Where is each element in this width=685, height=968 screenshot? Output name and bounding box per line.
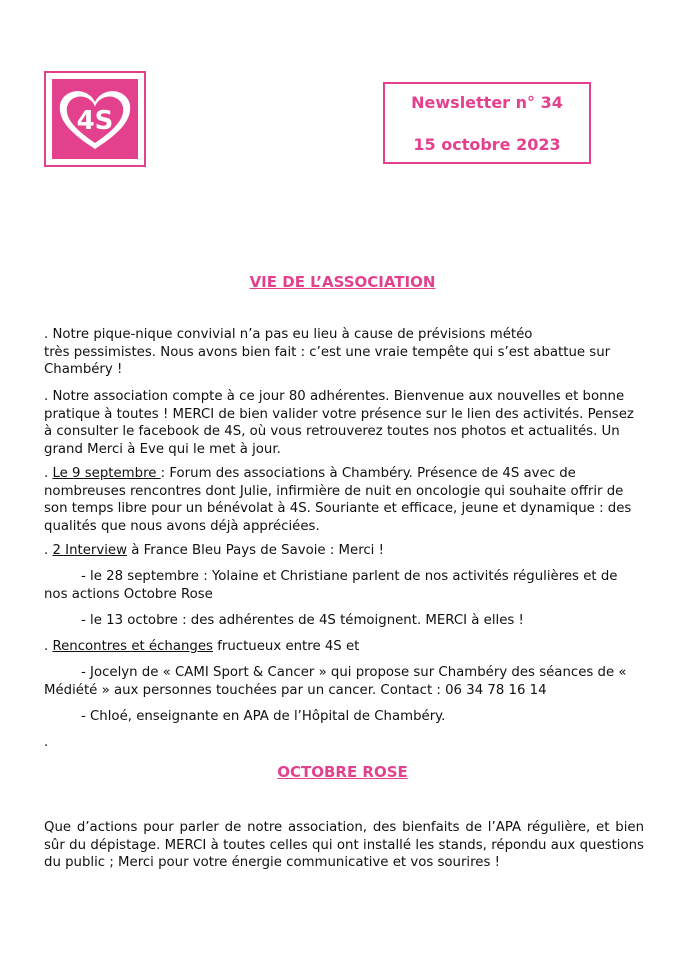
paragraph-jocelyn: - Jocelyn de « CAMI Sport & Cancer » qui propose sur Chambéry des séances de « Médiété » aux personnes touchées par un cancer. Contact : 06 34 78 16 14 <box>44 665 627 698</box>
paragraph-rencontres-text: fructueux entre 4S et <box>212 639 360 654</box>
date-link-9-septembre: Le 9 septembre <box>52 466 161 481</box>
paragraph-pique-nique: . Notre pique-nique convivial n’a pas eu lieu à cause de prévisions météo très pessimistes. Nous avons bien fait : c’est une vraie tempête qui s’est abattue sur Chambéry ! <box>44 327 611 377</box>
paragraph-forum <box>44 465 644 535</box>
paragraph-interview <box>44 542 644 560</box>
section-title-vie-association: VIE DE L’ASSOCIATION <box>249 273 436 291</box>
newsletter-date: 15 octobre 2023 <box>413 135 561 154</box>
section-title-octobre-rose: OCTOBRE ROSE <box>277 763 408 781</box>
paragraph-octobre-rose: Que d’actions pour parler de notre association, des bienfaits de l’APA régulière, et bien sûr du dépistage. MERCI à toutes celles qui ont installé les stands, répondu aux questions du public ; Merci pour votre énergie communicative et vos sourires ! <box>44 820 644 870</box>
paragraph-chloe: - Chloé, enseignante en APA de l’Hôpital de Chambéry. <box>81 709 446 724</box>
newsletter-header-box <box>383 82 591 164</box>
paragraph-interview-prefix: . <box>44 543 53 558</box>
rencontres-link: Rencontres et échanges <box>52 639 213 654</box>
paragraph-adherentes: . Notre association compte à ce jour 80 adhérentes. Bienvenue aux nouvelles et bonne pratique à toutes ! MERCI de bien valider votre présence sur le lien des activités. Pensez à consulter le facebook de 4S, où vous retrouverez toutes nos photos et actualités. Un grand Merci à Eve qui le met à jour. <box>44 389 634 457</box>
paragraph-forum-text: : Forum des associations à Chambéry. Présence de 4S avec de nombreuses rencontres dont Julie, infirmière de nuit en oncologie qui souhaite offrir de son temps libre pour un bénévolat à 4S. Souriante et efficace, jeune et dynamique : des qualités que nous avons déjà appréciées. <box>44 466 632 534</box>
paragraph-interview-13-octobre: - le 13 octobre : des adhérentes de 4S témoignent. MERCI à elles ! <box>81 613 524 628</box>
paragraph-interview-text: à France Bleu Pays de Savoie : Merci ! <box>127 543 384 558</box>
interview-link: 2 Interview <box>52 543 127 558</box>
paragraph-rencontres <box>44 638 644 656</box>
heart-logo-icon <box>52 79 138 159</box>
paragraph-rencontres-prefix: . <box>44 639 53 654</box>
paragraph-forum-prefix: . <box>44 466 53 481</box>
newsletter-number: Newsletter n° 34 <box>411 93 563 112</box>
logo-text: 4S <box>76 106 114 136</box>
paragraph-interview-28-septembre: - le 28 septembre : Yolaine et Christiane parlent de nos activités régulières et de nos actions Octobre Rose <box>44 569 618 602</box>
logo-frame <box>44 71 146 167</box>
paragraph-dot: . <box>44 735 49 750</box>
